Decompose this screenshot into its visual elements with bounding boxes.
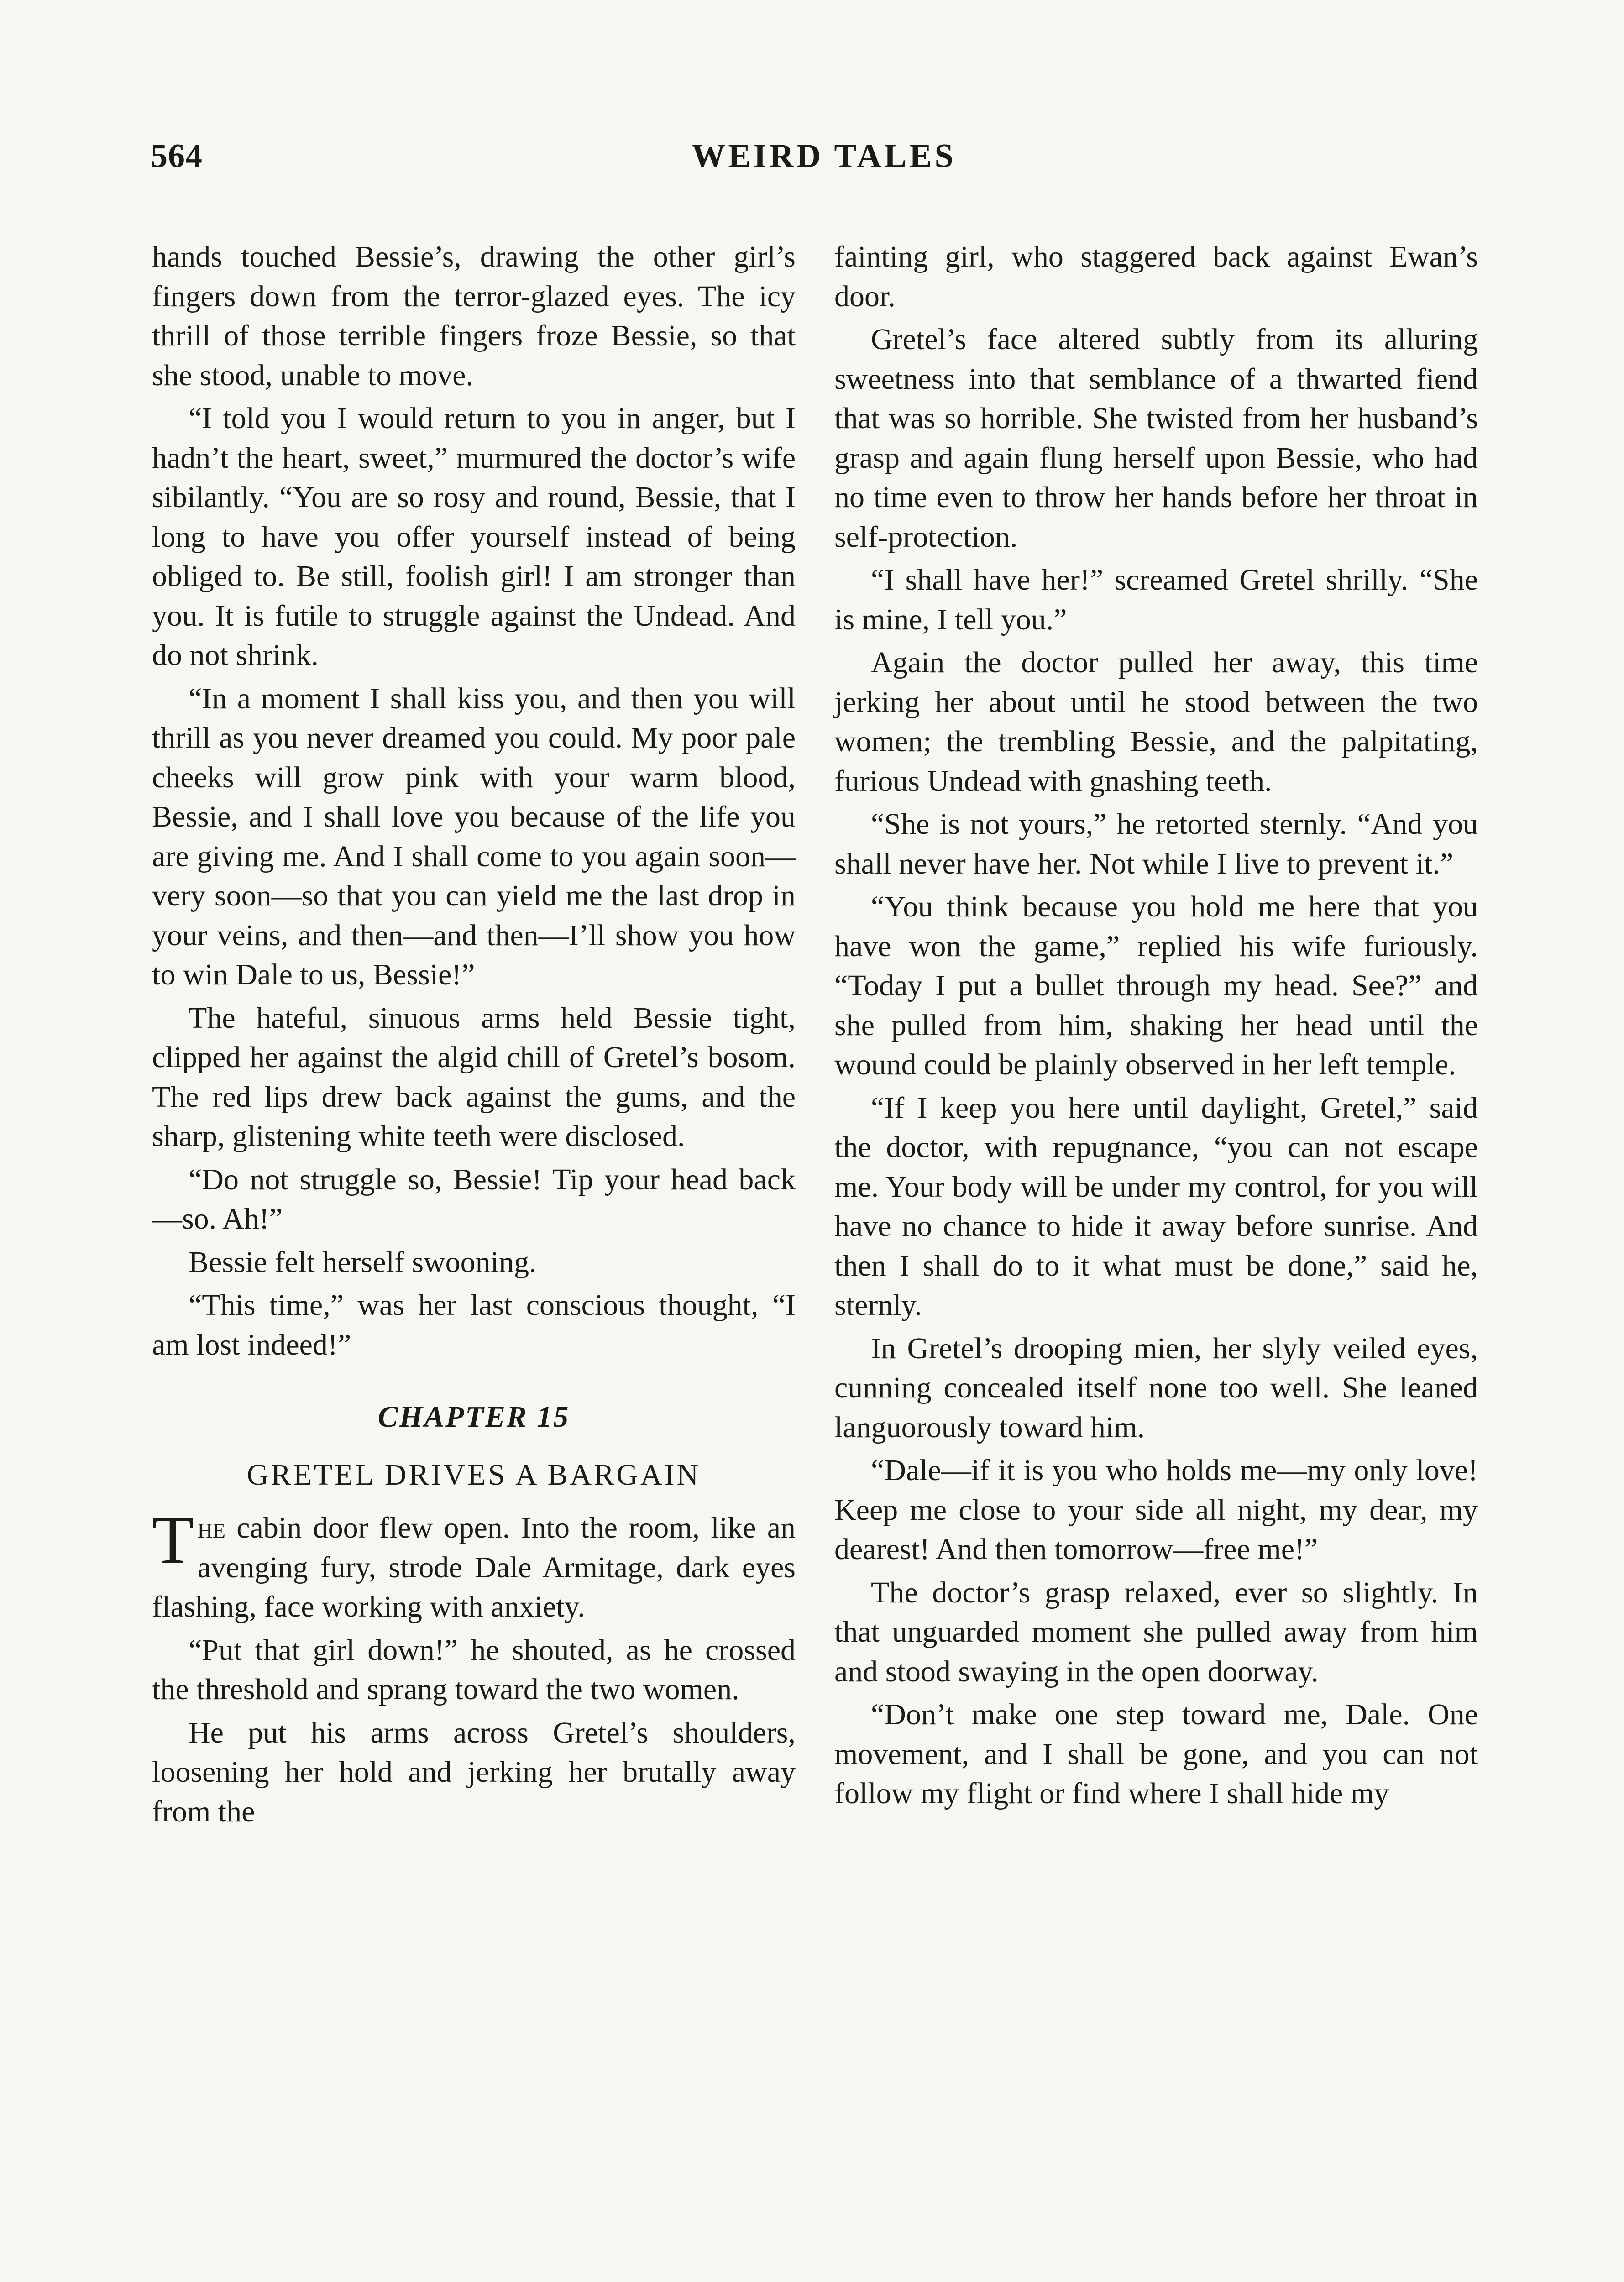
paragraph: Gretel’s face altered subtly from its alluring sweetness into that semblance of a thwarted fiend that was so horrible. She twisted from her husband’s grasp and again flung herself upon Bessie, who had no time even to throw her hands before her throat in self-protection. — [834, 323, 1478, 554]
paragraph: “Put that girl down!” he shouted, as he crossed the threshold and sprang toward the two women. — [152, 1633, 796, 1706]
paragraph: hands touched Bessie’s, drawing the other girl’s fingers down from the terror-glazed eyes. The icy thrill of those terrible fingers froze Bessie, so that she stood, unable to move. — [152, 240, 796, 392]
paragraph: He put his arms across Gretel’s shoulders, loosening her hold and jerking her brutally away from the — [152, 1716, 796, 1828]
chapter-number: CHAPTER 15 — [377, 1400, 570, 1434]
opening-text: cabin door flew open. Into the room, like an avenging fury, strode Dale Armitage, dark eyes flashing, face working with anxiety. — [152, 1511, 796, 1623]
left-column — [152, 237, 796, 1835]
chapter-title: GRETEL DRIVES A BARGAIN — [246, 1458, 701, 1492]
paragraph: “Don’t make one step toward me, Dale. One movement, and I shall be gone, and you can not follow my flight or find where I shall hide my — [834, 1698, 1478, 1810]
running-head: WEIRD TALES — [692, 137, 956, 175]
paragraph: “I shall have her!” screamed Gretel shrilly. “She is mine, I tell you.” — [834, 563, 1478, 636]
paragraph: Again the doctor pulled her away, this time jerking her about until he stood between the two women; the trembling Bessie, and the palpitating, furious Undead with gnashing teeth. — [834, 646, 1478, 798]
paragraph: “Do not struggle so, Bessie! Tip your head back—so. Ah!” — [152, 1162, 796, 1235]
paragraph: fainting girl, who staggered back against Ewan’s door. — [834, 240, 1478, 313]
paragraph: “If I keep you here until daylight, Gretel,” said the doctor, with repugnance, “you can not escape me. Your body will be under my control, for you will have no chance to hide it away before sunrise. And then I shall do to it what must be done,” said he, sternly. — [834, 1091, 1478, 1322]
drop-cap-continuation: he — [197, 1511, 225, 1544]
drop-cap: T — [152, 1502, 194, 1578]
paragraph: “You think because you hold me here that you have won the game,” replied his wife furiously. “Today I put a bullet through my head. See?” and she pulled from him, shaking her head until the wound could be plainly observed in her left temple. — [834, 890, 1478, 1081]
chapter-opening-paragraph — [152, 1502, 796, 1627]
paragraph: The hateful, sinuous arms held Bessie tight, clipped her against the algid chill of Gretel’s bosom. The red lips drew back against the gums, and the sharp, glistening white teeth were disclosed. — [152, 1001, 796, 1153]
paragraph: Bessie felt herself swooning. — [189, 1245, 537, 1279]
paragraph: In Gretel’s drooping mien, her slyly veiled eyes, cunning concealed itself none too well. She leaned languorously toward him. — [834, 1331, 1478, 1444]
paragraph: “I told you I would return to you in anger, but I hadn’t the heart, sweet,” murmured the doctor’s wife sibilantly. “You are so rosy and round, Bessie, that I long to have you offer yourself instead of being obliged to. Be still, foolish girl! I am stronger than you. It is futile to struggle against the Undead. And do not shrink. — [152, 402, 796, 672]
paragraph: “She is not yours,” he retorted sternly. “And you shall never have her. Not while I live to prevent it.” — [834, 807, 1478, 880]
page-header — [151, 137, 1497, 192]
paragraph: “Dale—if it is you who holds me—my only love! Keep me close to your side all night, my dear, my dearest! And then tomorrow—free me!” — [834, 1454, 1478, 1566]
paragraph: “This time,” was her last conscious thought, “I am lost indeed!” — [152, 1288, 796, 1361]
right-column — [834, 237, 1478, 1817]
page-number: 564 — [151, 137, 203, 175]
paragraph: “In a moment I shall kiss you, and then you will thrill as you never dreamed you could. My poor pale cheeks will grow pink with your warm blood, Bessie, and I shall love you because of the life you are giving me. And I shall come to you again soon—very soon—so that you can yield me the last drop in your veins, and then—and then—I’ll show you how to win Dale to us, Bessie!” — [152, 681, 796, 991]
paragraph: The doctor’s grasp relaxed, ever so slightly. In that unguarded moment she pulled away from him and stood swaying in the open doorway. — [834, 1575, 1478, 1688]
